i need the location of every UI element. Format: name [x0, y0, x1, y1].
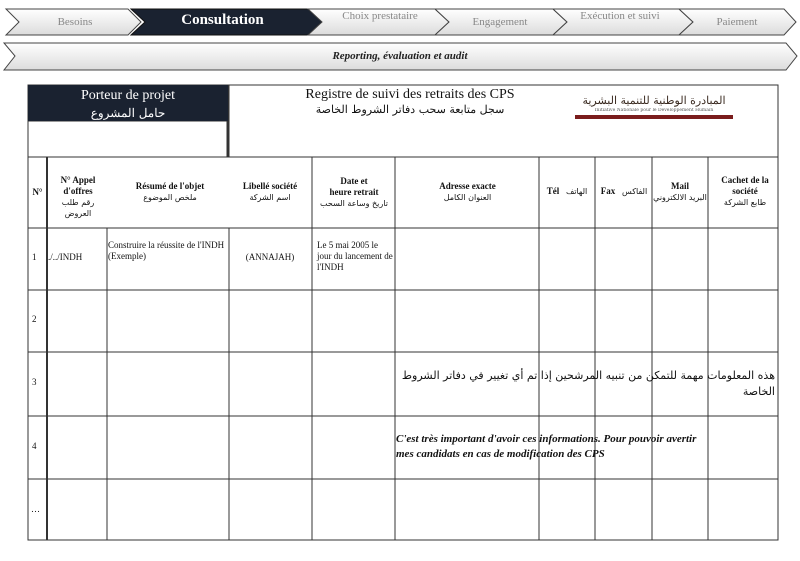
- col-adresse-ar: العنوان الكامل: [443, 193, 492, 202]
- logo-bar: [575, 115, 733, 119]
- row-1-date: Le 5 mai 2005 le jour du lancement de l'INDH: [317, 240, 393, 272]
- col-resume: [120, 181, 220, 203]
- col-tel: [541, 186, 593, 197]
- indh-logo: [575, 94, 733, 120]
- step-engagement-label: Engagement: [472, 16, 528, 28]
- col-libelle-ar: اسم الشركة: [249, 193, 291, 202]
- col-appel: [50, 175, 106, 219]
- col-adresse-fr: Adresse exacte: [439, 181, 496, 191]
- note-french: C'est très important d'avoir ces informations. Pour pouvoir avertir mes candidats en cas de modification des CPS: [396, 433, 697, 460]
- porteur-header: [28, 85, 228, 121]
- col-libelle: [230, 181, 310, 203]
- row-1-num: 1: [32, 252, 37, 262]
- col-libelle-fr: Libellé société: [242, 181, 298, 191]
- note-arabic: هذه المعلومات مهمة للتمكن من تنبيه المرشحين إذا تم أي تغيير في دفاتر الشروط الخاصة: [401, 369, 775, 398]
- step-besoins-label: Besoins: [57, 16, 93, 28]
- col-fax-fr: Fax: [600, 186, 616, 196]
- register-title-fr: Registre de suivi des retraits des CPS: [305, 87, 515, 102]
- row-1-resume: Construire la réussite de l'INDH (Exemple): [108, 240, 225, 261]
- col-mail: [652, 181, 708, 203]
- step-paiement-label: Paiement: [716, 16, 758, 28]
- col-cachet: [712, 175, 778, 208]
- col-appel-ar: رقم طلب العروض: [61, 198, 95, 218]
- step-consultation-label: Consultation: [181, 12, 264, 28]
- step-execution-label: Exécution et suivi: [580, 10, 660, 22]
- col-resume-fr: Résumé de l'objet: [135, 181, 205, 191]
- reporting-label: Reporting, évaluation et audit: [332, 50, 468, 62]
- col-tel-ar: الهاتف: [565, 187, 588, 196]
- porteur-label-ar: حامل المشروع: [90, 106, 166, 120]
- porteur-label-fr: Porteur de projet: [80, 88, 176, 103]
- row-2-num: 2: [32, 314, 37, 324]
- col-date: [315, 176, 393, 209]
- col-resume-ar: ملخص الموضوع: [143, 193, 197, 202]
- col-adresse: [400, 181, 535, 203]
- row-3-num: 3: [32, 377, 37, 387]
- col-appel-fr: N° Appel d'offres: [60, 175, 96, 196]
- row-5-num: …: [31, 504, 40, 514]
- col-cachet-fr: Cachet de la société: [721, 175, 769, 196]
- col-date-fr: Date et heure retrait: [329, 176, 379, 197]
- col-date-ar: تاريخ وساعة السحب: [320, 199, 388, 208]
- logo-text-fr: Initiative Nationale pour le Développement Humain: [594, 108, 714, 113]
- col-fax-ar: الفاكس: [622, 187, 648, 196]
- row-1-libelle: (ANNAJAH): [245, 252, 295, 262]
- row-4-num: 4: [32, 441, 37, 451]
- logo-text-ar: المبادرة الوطنية للتنمية البشرية: [582, 94, 726, 107]
- col-mail-fr: Mail: [671, 181, 689, 191]
- step-choix-label: Choix prestataire: [342, 10, 418, 22]
- col-num: N°: [32, 187, 43, 197]
- col-cachet-ar: طابع الشركة: [723, 198, 767, 207]
- col-tel-fr: Tél: [546, 186, 560, 196]
- register-title-ar: سجل متابعة سحب دفاتر الشروط الخاصة: [315, 103, 505, 116]
- row-1-appel: ./../INDH: [48, 252, 83, 262]
- col-mail-ar: البريد الالكتروني: [653, 193, 707, 202]
- col-fax: [597, 186, 651, 197]
